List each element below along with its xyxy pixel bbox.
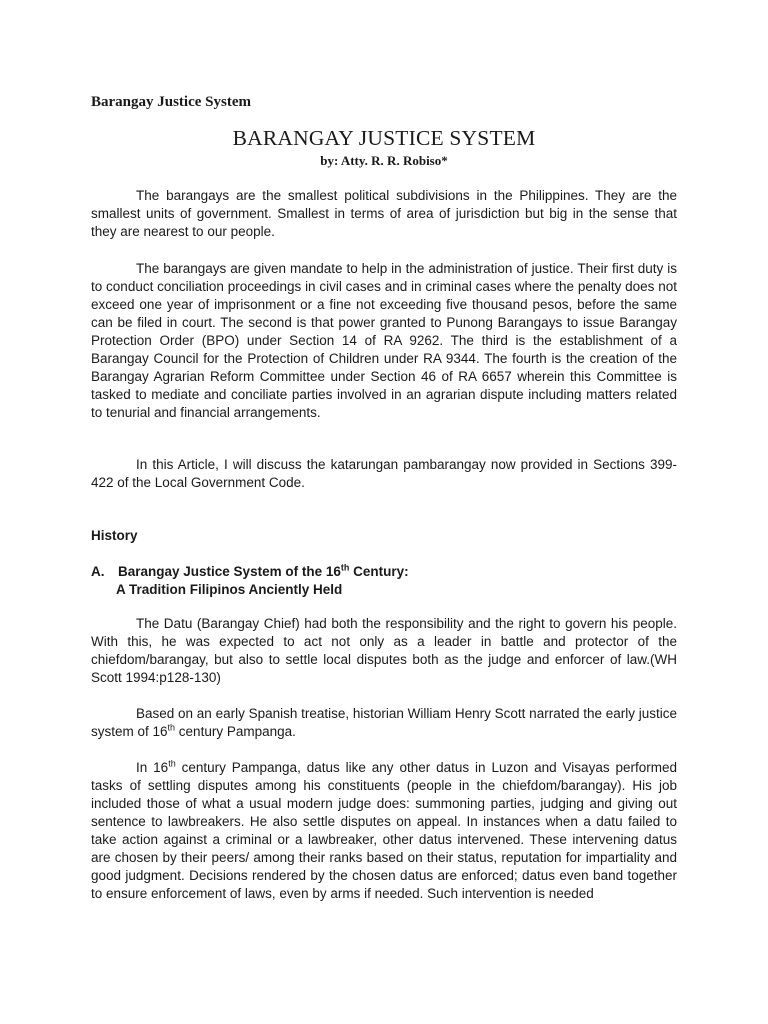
history-heading: History xyxy=(91,528,138,543)
scott-paragraph-pre: Based on an early Spanish treatise, historian William Henry Scott narrated the early justice system of 16 xyxy=(91,706,678,739)
pampanga-paragraph xyxy=(91,759,677,903)
datu-paragraph: The Datu (Barangay Chief) had both the responsibility and the right to govern his people. With this, he was expected to act not only as a leader in battle and protector of the chiefdom/barangay, but also to settle local disputes both as the judge and enforcer of law.(WH Scott 1994:p128-130) xyxy=(91,616,677,685)
section-a-subtitle: A Tradition Filipinos Anciently Held xyxy=(116,582,343,597)
pampanga-paragraph-post: century Pampanga, datus like any other datus in Luzon and Visayas performed tasks of settling disputes among his constituents (people in the chiefdom/barangay). His job included those of what a usual modern judge does: summoning parties, judging and giving out sentence to lawbreakers. He also settle disputes on appeal. In instances when a datu failed to take action against a criminal or a lawbreaker, other datus intervened. These intervening datus are chosen by their peers/ among their ranks based on their status, reputation for impartiality and good judgment. Decisions rendered by the chosen datus are enforced; datus even band together to ensure enforcement of laws, even by arms if needed. Such intervention is needed xyxy=(91,760,678,901)
pampanga-paragraph-sup: th xyxy=(168,758,176,769)
intro-paragraph-3: In this Article, I will discuss the katarungan pambarangay now provided in Sections 399-422 of the Local Government Code. xyxy=(91,457,677,490)
document-title: BARANGAY JUSTICE SYSTEM xyxy=(232,126,536,150)
scott-paragraph-post: century Pampanga. xyxy=(175,724,296,739)
running-header: Barangay Justice System xyxy=(91,94,251,110)
section-a-heading xyxy=(91,563,409,581)
scott-paragraph xyxy=(91,705,677,741)
intro-paragraph-1: The barangays are the smallest political subdivisions in the Philippines. They are the smallest units of government. Smallest in terms of area of jurisdiction but big in the sense that they are nearest to our people. xyxy=(91,188,677,239)
author-byline: by: Atty. R. R. Robiso* xyxy=(320,153,448,168)
pampanga-paragraph-pre: In 16 xyxy=(136,760,169,775)
scott-paragraph-sup: th xyxy=(167,722,176,733)
section-a-title-post: Century: xyxy=(349,564,409,579)
section-a-title-sup: th xyxy=(340,562,350,573)
section-a-letter: A. xyxy=(91,564,105,579)
intro-paragraph-2: The barangays are given mandate to help in the administration of justice. Their first duty is to conduct conciliation proceedings in civil cases and in criminal cases where the penalty does not exceed one year of imprisonment or a fine not exceeding five thousand pesos, before the same can be filed in court. The second is that power granted to Punong Barangays to issue Barangay Protection Order (BPO) under Section 14 of RA 9262. The third is the establishment of a Barangay Council for the Protection of Children under RA 9344. The fourth is the creation of the Barangay Agrarian Reform Committee under Section 46 of RA 6657 wherein this Committee is tasked to mediate and conciliate parties involved in an agrarian dispute including matters related to tenurial and financial arrangements. xyxy=(91,261,677,420)
section-a-title-pre: Barangay Justice System of the 16 xyxy=(118,564,341,579)
